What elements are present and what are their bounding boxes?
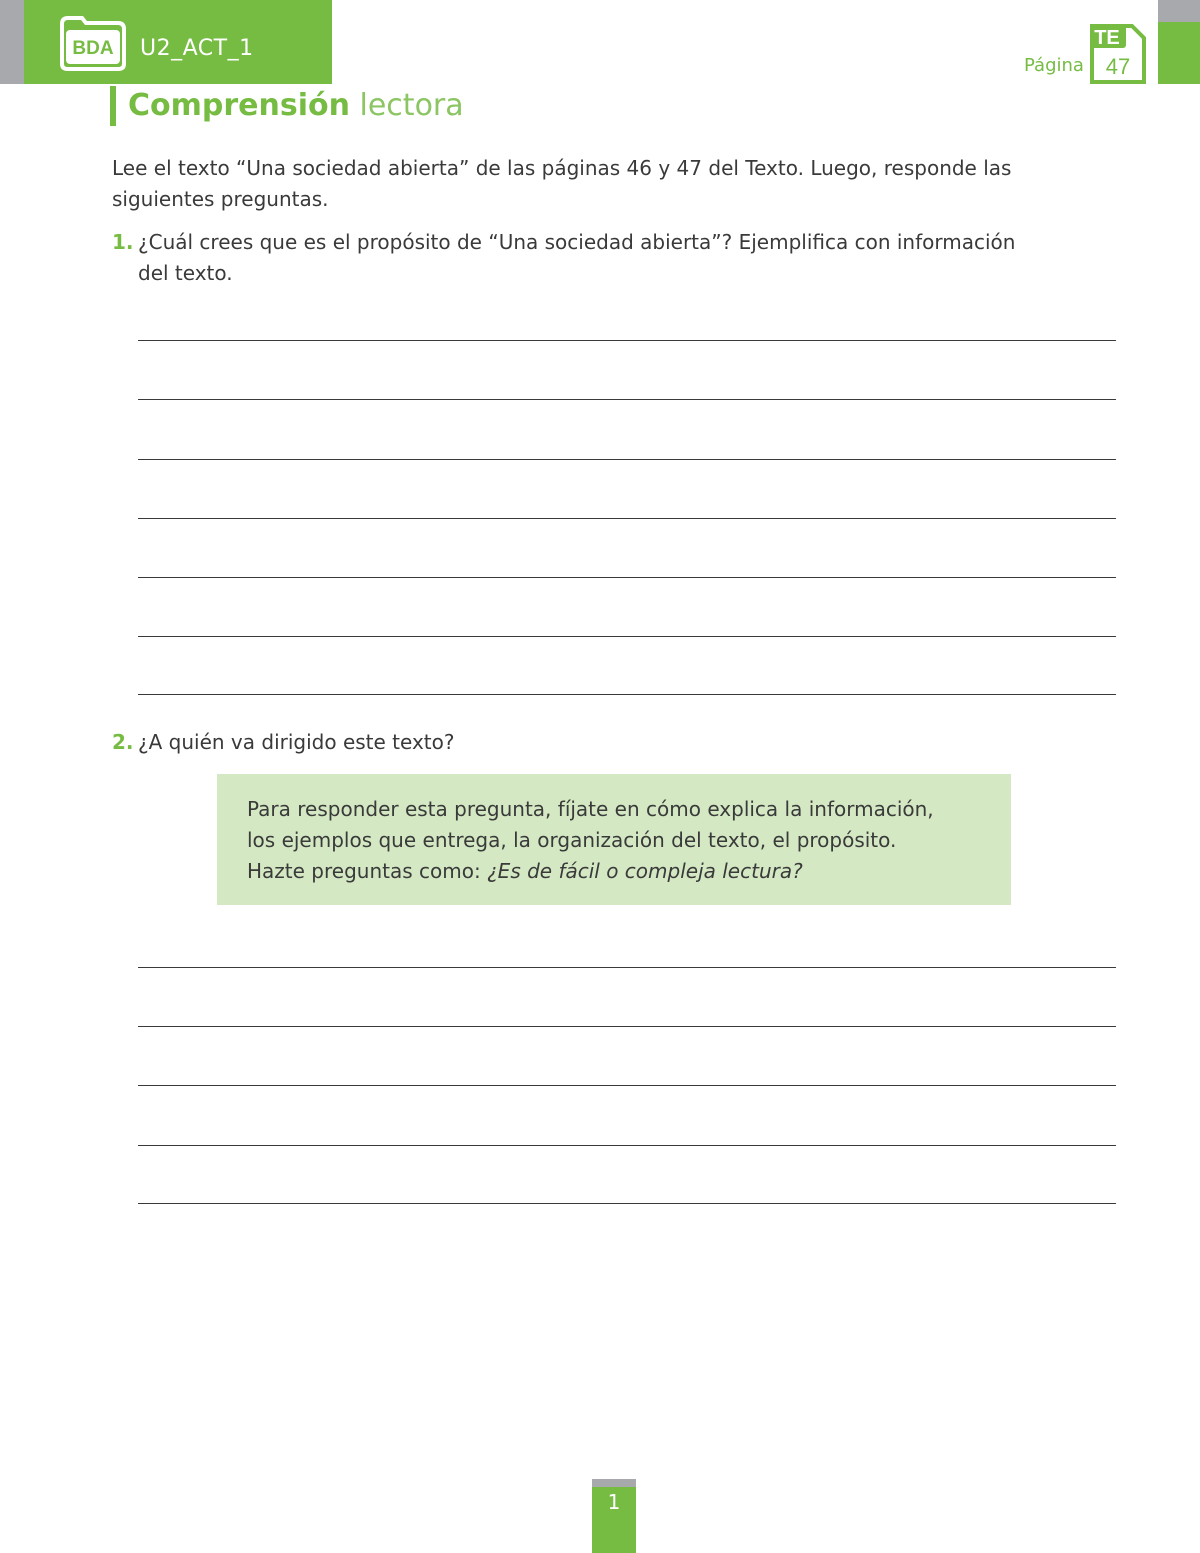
logo-text: BDA (72, 38, 114, 59)
hint-text (247, 794, 997, 887)
question-1 (112, 227, 1072, 289)
title-accent-bar (110, 86, 116, 126)
hint-line-2: los ejemplos que entrega, la organización del texto, el propósito. (247, 828, 897, 852)
instruction-paragraph (112, 153, 1072, 215)
page-number: 1 (592, 1487, 636, 1553)
instruction-line-1: Lee el texto “Una sociedad abierta” de las páginas 46 y 47 del Texto. Luego, responde las (112, 156, 1012, 180)
question-2 (112, 727, 1072, 758)
question-1-text-line-1: ¿Cuál crees que es el propósito de “Una sociedad abierta”? Ejemplifica con información (138, 230, 1016, 254)
section-title-bold: Comprensión (128, 88, 350, 123)
header-gray-strip-left (0, 0, 24, 84)
hint-line-3-prefix: Hazte preguntas como: (247, 859, 488, 883)
question-1-number: 1. (112, 230, 134, 254)
hint-box (217, 774, 1011, 905)
answer-line[interactable] (138, 340, 1116, 341)
section-title-light: lectora (359, 88, 464, 123)
answer-line[interactable] (138, 967, 1116, 968)
te-page-icon (1088, 22, 1146, 86)
answer-line[interactable] (138, 399, 1116, 400)
answer-line[interactable] (138, 1145, 1116, 1146)
header-gray-strip-right (1158, 0, 1200, 22)
bda-folder-icon (58, 14, 128, 72)
instruction-line-2: siguientes preguntas. (112, 187, 329, 211)
answer-line[interactable] (138, 694, 1116, 695)
answer-line[interactable] (138, 636, 1116, 637)
activity-code: U2_ACT_1 (140, 36, 254, 61)
page-number-gray-cap (592, 1479, 636, 1487)
answer-line[interactable] (138, 518, 1116, 519)
header-green-strip-right (1158, 22, 1200, 84)
answer-line[interactable] (138, 1203, 1116, 1204)
hint-line-3-italic: ¿Es de fácil o compleja lectura? (487, 859, 803, 883)
te-label: TE (1094, 27, 1120, 49)
question-2-number: 2. (112, 730, 134, 754)
question-1-text-line-2: del texto. (138, 261, 233, 285)
hint-line-3 (247, 856, 997, 887)
hint-line-1: Para responder esta pregunta, fíjate en cómo explica la información, (247, 797, 934, 821)
answer-line[interactable] (138, 1026, 1116, 1027)
te-page-number: 47 (1105, 54, 1131, 79)
answer-line[interactable] (138, 459, 1116, 460)
answer-line[interactable] (138, 1085, 1116, 1086)
question-2-text: ¿A quién va dirigido este texto? (138, 730, 455, 754)
answer-line[interactable] (138, 577, 1116, 578)
section-title (128, 88, 464, 123)
page-label: Página (1024, 55, 1084, 76)
